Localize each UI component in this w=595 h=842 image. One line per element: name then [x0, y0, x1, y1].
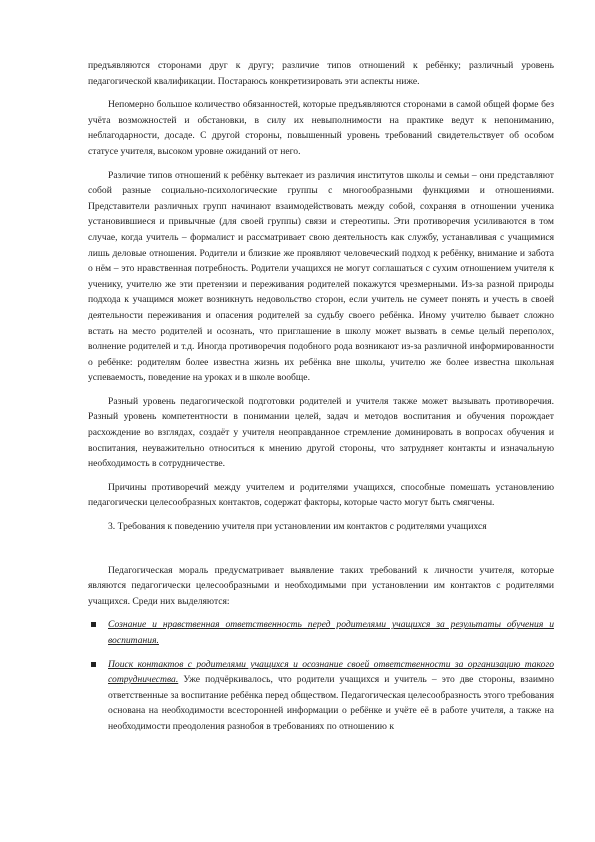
paragraph: Причины противоречий между учителем и родителями учащихся, способные помешать установлению педагогически целесообразных контактов, содержат факторы, которые часто могут быть смягчены. [88, 481, 554, 509]
list-item-text: Уже подчёркивалось, что родители учащихся и учитель – это две стороны, взаимно ответственные за воспитание ребёнка перед обществом. Педагогическая целесообразность этого требования основана на необходимости всесторонней информации о ребёнке и учёте её в работе учителя, а также на необходимости преодоления разнобоя в требованиях по отношению к [108, 674, 554, 732]
list-item [88, 657, 554, 735]
paragraph: Различие типов отношений к ребёнку вытекает из различия институтов школы и семьи – они представляют собой разные социально-психологические группы с многообразными функциями и отношениями. Представители различных групп начинают взаимодействовать между собой, сохраняя в отношении ученика установившиеся и привычные (для своей группы) связи и стереотипы. Эти противоречия усиливаются в том случае, когда учитель – формалист и рассматривает свою деятельность как службу, устанавливая с учащимися лишь деловые отношения. Родители и близкие же проявляют человеческий подход к ребёнку, внимание и забота о нём – это нравственная потребность. Родители учащихся не могут соглашаться с сухим отношением учителя к ученику, учителю же эти претензии и переживания родителей покажутся чрезмерными. Из-за разной природы подхода к учащимся может возникнуть недовольство сторон, если учитель не сумеет понять и учесть в своей деятельности переживания и опасения родителей за судьбу своего ребёнка. Иному учителю бывает сложно встать на место родителей и осознать, что приглашение в школу может вызвать в семье целый переполох, волнение родителей и т.д. Иногда противоречия подобного рода возникают из-за различной информированности о ребёнке: родителям более известна жизнь их ребёнка вне школы, учителю же более известна школьная успеваемость, поведение на уроках и в школе вообще. [88, 169, 554, 384]
document-page [88, 58, 554, 743]
square-bullet-icon [91, 622, 96, 627]
section-heading: 3. Требования к поведению учителя при установлении им контактов с родителями учащихся [108, 521, 487, 533]
paragraph: Непомерно большое количество обязанностей, которые предъявляются сторонами в самой общей форме без учёта возможностей и обстановки, в силу их невыполнимости на практике ведут к непониманию, неблагодарности, досаде. С другой стороны, повышенный уровень требований свидетельствует об особом статусе учителя, высоком уровне ожиданий от него. [88, 99, 554, 157]
list-item-emphasis: Сознание и нравственная ответственность перед родителями учащихся за результаты обучения и воспитания. [108, 619, 554, 646]
paragraph: предъявляются сторонами друг к другу; различие типов отношений к ребёнку; различный уровень педагогической квалификации. Постараюсь конкретизировать эти аспекты ниже. [88, 60, 554, 87]
intro-paragraph: Педагогическая мораль предусматривает выявление таких требований к личности учителя, которые являются педагогически целесообразными и необходимыми при установлении им контактов с родителями учащихся. Среди них выделяются: [88, 564, 554, 607]
paragraph: Разный уровень педагогической подготовки родителей и учителя также может вызывать противоречия. Разный уровень компетентности в понимании целей, задач и методов воспитания и обучения порождает расхождение во взглядах, создаёт у учителя неоправданное стремление доминировать в вопросах обучения и воспитания, неуважительно относиться к мнению другой стороны, что затрудняет контакты и изначальную необходимость в сотрудничестве. [88, 395, 554, 470]
list-item-emphasis: Поиск контактов с родителями учащихся и осознание своей ответственности за организацию такого сотрудничества. [108, 658, 554, 686]
requirements-list [88, 617, 554, 734]
square-bullet-icon [91, 662, 96, 667]
list-item [88, 617, 554, 648]
